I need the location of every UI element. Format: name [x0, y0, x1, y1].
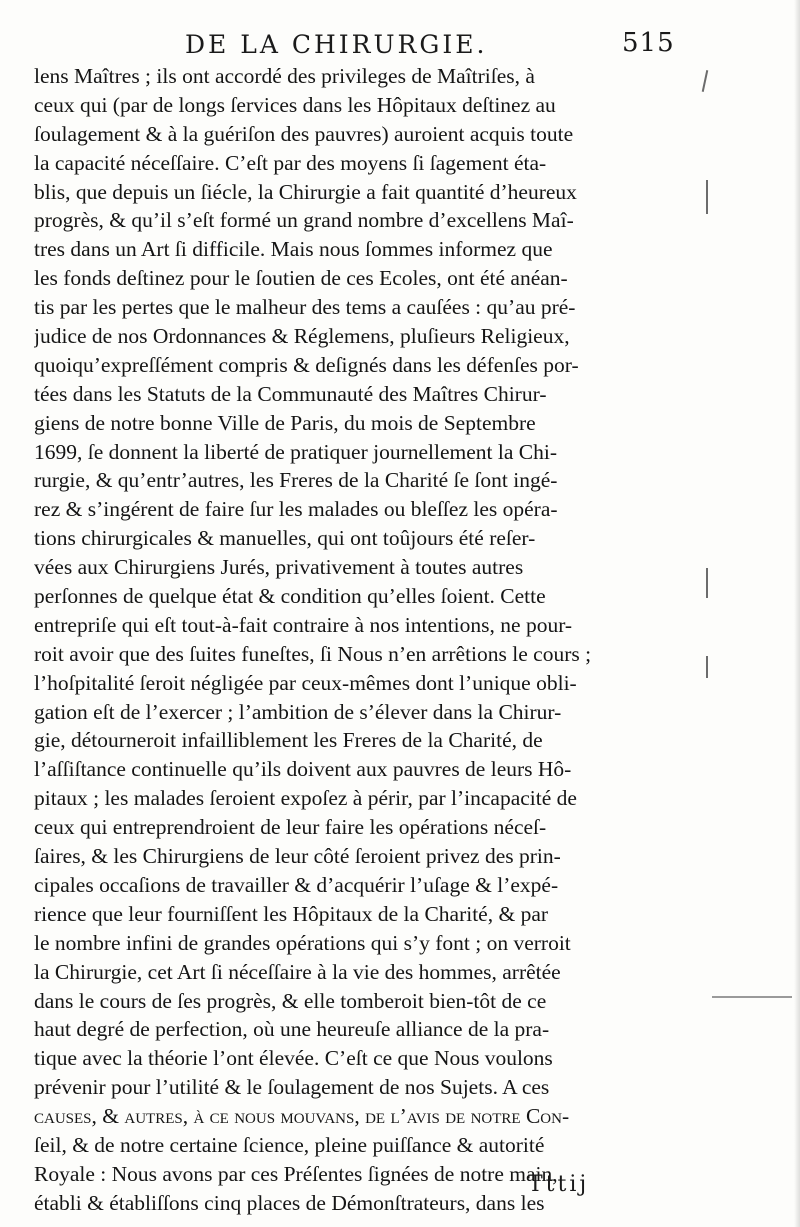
text-line: entrepriſe qui eſt tout-à-fait contraire à nos intentions, ne pour- — [34, 612, 573, 637]
text-line: rez & s’ingérent de faire ſur les malades ou bleſſez les opéra- — [34, 497, 558, 522]
text-line: la capacité néceſſaire. C’eſt par des moyens ſi ſagement éta- — [34, 150, 547, 175]
text-line: ceux qui entreprendroient de leur faire les opérations néceſ- — [34, 815, 547, 840]
text-line: ſeil, & de notre certaine ſcience, pleine puiſſance & autorité — [34, 1132, 545, 1157]
text-line: tées dans les Statuts de la Communauté des Maîtres Chirur- — [34, 381, 547, 406]
text-line: vées aux Chirurgiens Jurés, privativement à toutes autres — [34, 555, 524, 580]
text-line: les fonds deſtinez pour le ſoutien de ces Ecoles, ont été anéan- — [34, 266, 568, 291]
text-line: tis par les pertes que le malheur des tems a cauſées : qu’au pré- — [34, 295, 576, 320]
page-edge-shadow — [794, 0, 800, 1227]
text-line: tres dans un Art ſi difficile. Mais nous ſommes informez que — [34, 237, 553, 262]
page-header — [0, 30, 800, 62]
body-text — [34, 62, 696, 1218]
margin-mark — [712, 996, 792, 998]
text-line: haut degré de perfection, où une heureuſe alliance de la pra- — [34, 1017, 550, 1042]
text-line: rurgie, & qu’entr’autres, les Freres de la Charité ſe ſont ingé- — [34, 468, 558, 493]
text-line: ſoulagement & à la guériſon des pauvres) auroient acquis toute — [34, 121, 574, 146]
signature-mark: Tttij — [528, 1172, 590, 1197]
text-line: la Chirurgie, cet Art ſi néceſſaire à la vie des hommes, arrêtée — [34, 959, 561, 984]
text-line: tique avec la théorie l’ont élevée. C’eſt ce que Nous voulons — [34, 1046, 553, 1071]
text-line: roit avoir que des ſuites funeſtes, ſi Nous n’en arrêtions le cours ; — [34, 641, 592, 666]
text-line: judice de nos Ordonnances & Réglemens, pluſieurs Religieux, — [34, 324, 570, 349]
text-line: causes, & autres, à ce nous mouvans, de l’avis de notre Con- — [34, 1104, 570, 1129]
running-head: DE LA CHIRURGIE. — [185, 30, 488, 59]
text-line: giens de notre bonne Ville de Paris, du mois de Septembre — [34, 410, 536, 435]
text-line: gie, détourneroit infailliblement les Freres de la Charité, de — [34, 728, 543, 753]
text-line: l’aſſiſtance continuelle qu’ils doivent aux pauvres de leurs Hô- — [34, 757, 572, 782]
margin-mark — [706, 656, 708, 678]
text-line: rience que leur fourniſſent les Hôpitaux de la Charité, & par — [34, 901, 549, 926]
text-line: pitaux ; les malades ſeroient expoſez à périr, par l’incapacité de — [34, 786, 577, 811]
text-line: l’hoſpitalité ſeroit négligée par ceux-mêmes dont l’unique obli- — [34, 670, 577, 695]
margin-mark — [702, 70, 709, 92]
text-line: ſaires, & les Chirurgiens de leur côté ſeroient privez des prin- — [34, 844, 561, 869]
text-line: quoiqu’expreſſément compris & deſignés dans les défenſes por- — [34, 352, 579, 377]
text-line: perſonnes de quelque état & condition qu’elles ſoient. Cette — [34, 584, 546, 609]
text-line: lens Maîtres ; ils ont accordé des privileges de Maîtriſes, à — [34, 64, 535, 88]
margin-mark — [706, 180, 708, 214]
text-line: blis, que depuis un ſiécle, la Chirurgie a fait quantité d’heureux — [34, 179, 577, 204]
text-line: gation eſt de l’exercer ; l’ambition de s’élever dans la Chirur- — [34, 699, 562, 724]
text-line: cipales occaſions de travailler & d’acquérir l’uſage & l’expé- — [34, 872, 559, 897]
text-line: progrès, & qu’il s’eſt formé un grand nombre d’excellens Maî- — [34, 208, 574, 233]
text-line: 1699, ſe donnent la liberté de pratiquer journellement la Chi- — [34, 439, 558, 464]
page-number: 515 — [622, 28, 675, 58]
text-line: le nombre infini de grandes opérations qui s’y font ; on verroit — [34, 930, 571, 955]
text-line: tions chirurgicales & manuelles, qui ont toûjours été reſer- — [34, 526, 536, 551]
text-line: établi & établiſſons cinq places de Démonſtrateurs, dans les — [34, 1190, 545, 1215]
text-line: prévenir pour l’utilité & le ſoulagement de nos Sujets. A ces — [34, 1075, 550, 1100]
margin-mark — [706, 568, 708, 598]
text-line: ceux qui (par de longs ſervices dans les Hôpitaux deſtinez au — [34, 92, 556, 117]
text-line: dans le cours de ſes progrès, & elle tomberoit bien-tôt de ce — [34, 988, 547, 1013]
text-line: Royale : Nous avons par ces Préſentes ſignées de notre main, — [34, 1161, 558, 1186]
